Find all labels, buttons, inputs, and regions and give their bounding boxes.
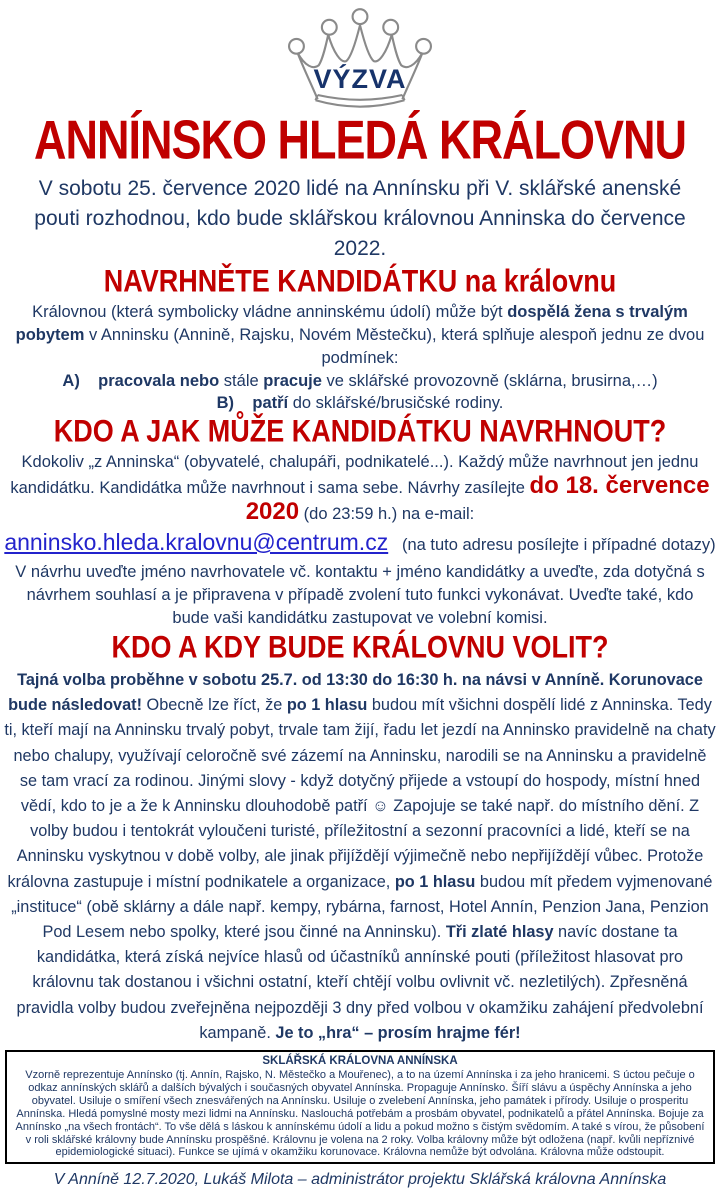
heading-who-votes: KDO A KDY BUDE KRÁLOVNU VOLIT? <box>111 629 609 665</box>
box-title: SKLÁŘSKÁ KRÁLOVNA ANNÍNSKA <box>262 1055 458 1068</box>
box-text: Vzorně reprezentuje Annínsko (tj. Annín, Rajsko, N. Městečko a Mouřenec), a to na území Annínska i za jeho hranicemi. S úctou pečuje o odkaz annínských sklářů a dalších bývalých i současných obyvatel Annínska. Propaguje Annínsko. Šíří slávu a úspěchy Annínska a jeho obyvatel. Usiluje o smíření všech znesvářených na Annínsku. Usiluje o zvelebení Annínska, jeho památek i přírody. Usiluje o prosperitu Annínska. Hledá pomyslné mosty mezi lidmi na Annínsku. Naslouchá potřebám a prosbám obyvatel, podnikatelů a přátel Annínska. Bojuje za Annínsko „na všech frontách“. To vše dělá s láskou k annínskému údolí a lidu a pokud možno s čistým svědomím. A také s vírou, že působení v roli sklářské královny bude Annínsku prospěšné. Královnu je volena na 2 roky. Volba královny může být odložena (např. kvůli nepříznivé epidemiologické situaci). Funkce se ujímá v okamžiku korunovace. Královna nemůže být odvolána. Královna může odstoupit. <box>15 1069 705 1159</box>
vyzva-label: VÝZVA <box>313 64 407 94</box>
crown-icon <box>270 6 450 112</box>
email-note: (na tuto adresu posílejte i případné dotazy) <box>401 536 716 554</box>
who-proposes-paragraph: Kdokoliv „z Anninska“ (obyvatelé, chalupáři, podnikatelé...). Každý může navrhnout jen jednu kandidátku. Kandidátka může navrhnout i sama sebe. Návrhy zasílejte do 18. července 2020 (do 23:59 h.) na e-mail: <box>10 453 710 525</box>
proposal-instructions: V návrhu uveďte jméno navrhovatele vč. kontaktu + jméno kandidátky a uveďte, zda dotyčná s návrhem souhlasí a je připravena v případě zvolení tuto funkci vykonávat. Uveďte také, kdo bude vaši kandidátku zastupovat ve volební komisi. <box>15 563 705 627</box>
condition-b: B) patří do sklářské/brusičské rodiny. <box>216 394 504 412</box>
crown-logo <box>270 6 450 112</box>
queen-description-box <box>5 1050 715 1164</box>
page-title: ANNÍNSKO HLEDÁ KRÁLOVNU <box>34 108 686 171</box>
heading-propose-candidate: NAVRHNĚTE KANDIDÁTKU na královnu <box>103 263 617 299</box>
propose-paragraph: Královnou (která symbolicky vládne anninskému údolí) může být dospělá žena s trvalým pobytem v Anninsku (Annině, Rajsku, Novém Městečku), která splňuje alespoň jednu ze dvou podmínek: <box>15 303 705 367</box>
heading-who-proposes: KDO A JAK MŮŽE KANDIDÁTKU NAVRHNOUT? <box>53 413 667 449</box>
intro-text: V sobotu 25. července 2020 lidé na Annínsku při V. sklářské anenské pouti rozhodnou, kdo bude sklářskou královnou Anninska do července 2022. <box>34 177 686 260</box>
email-line <box>0 527 720 560</box>
condition-a: A) pracovala nebo stále pracuje ve sklářské provozovně (sklárna, brusirna,…) <box>62 372 658 390</box>
footer-signature: V Anníně 12.7.2020, Lukáš Milota – administrátor projektu Sklářská královna Annínska <box>53 1171 667 1189</box>
email-link[interactable]: anninsko.hleda.kralovnu@centrum.cz <box>4 529 389 555</box>
voting-paragraph: Tajná volba proběhne v sobotu 25.7. od 13:30 do 16:30 h. na návsi v Anníně. Korunovace bude následovat! Obecně lze říct, že po 1 hlasu budou mít všichni dospělí lidé z Anninska. Tedy ti, kteří mají na Anninsku trvalý pobyt, trvale tam žijí, řadu let jezdí na Anninsko pravidelně na chaty nebo chalupy, využívají celoročně své zázemí na Anninsku, narodili se na Anninsku a pravidelně se tam vrací za rodinou. Jinými slovy - když dotyčný přijede a vstoupí do hospody, místní hned vědí, kdo to je a že k Anninsku dlouhodobě patří ☺ Zapojuje se také např. do místního dění. Z volby budou i tentokrát vyloučeni turisté, příležitostní a sezonní pracovníci a lidé, kteří se na Anninsku vyskytnou v době volby, ale jinak přijíždějí výjimečně nebo nepřijíždějí vůbec. Protože královna zastupuje i místní podnikatele a organizace, po 1 hlasu budou mít předem vyjmenované „instituce“ (obě sklárny a dále např. kempy, rybárna, farnost, Hotel Annín, Penzion Jana, Penzion Pod Lesem nebo spolky, které jsou činné na Anninsku). Tři zlaté hlasy navíc dostane ta kandidátka, která získá nejvíce hlasů od účastníků annínské pouti (příležitost hlasovat pro královnu tak dostanou i všichni ostatní, kteří chtějí volbu ovlivnit vč. nezletilých). Zpřesněná pravidla volby budou zveřejněna nejpozději 3 dny před volbou v okamžiku zahájení předvolební kampaně. Je to „hra“ – prosím hrajme fér! <box>4 671 716 1042</box>
